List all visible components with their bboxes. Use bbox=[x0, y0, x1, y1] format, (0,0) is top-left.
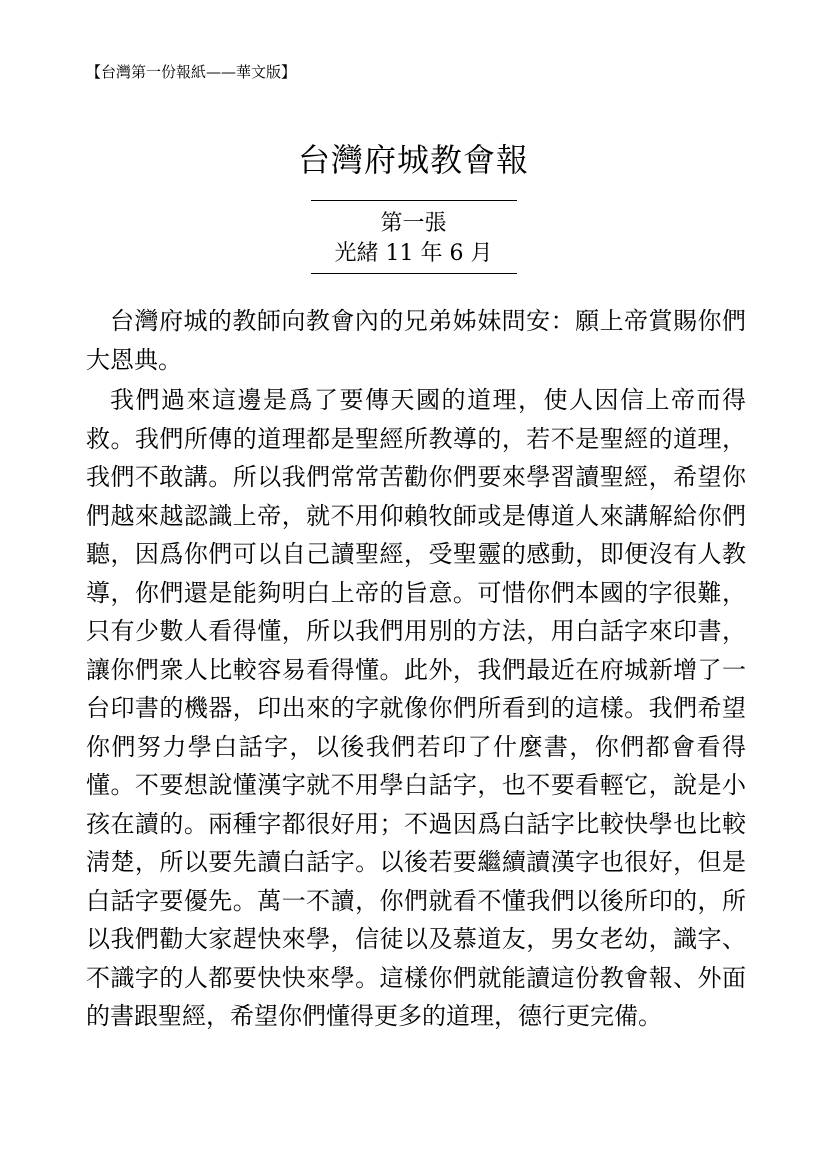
bottom-divider bbox=[311, 273, 517, 274]
masthead bbox=[0, 138, 827, 274]
header-note: 【台灣第一份報紙——華文版】 bbox=[86, 63, 297, 81]
paragraph-main: 我們過來這邊是爲了要傳天國的道理，使人因信上帝而得救。我們所傳的道理都是聖經所教導的，若不是聖經的道理，我們不敢講。所以我們常常苦勸你們要來學習讀聖經，希望你們越來越認識上帝，就不用仰賴牧師或是傳道人來講解給你們聽，因爲你們可以自己讀聖經，受聖靈的感動，即便沒有人教導，你們還是能夠明白上帝的旨意。可惜你們本國的字很難，只有少數人看得懂，所以我們用別的方法，用白話字來印書，讓你們衆人比較容易看得懂。此外，我們最近在府城新增了一台印書的機器，印出來的字就像你們所看到的這樣。我們希望你們努力學白話字，以後我們若印了什麼書，你們都會看得懂。不要想說懂漢字就不用學白話字，也不要看輕它，說是小孩在讀的。兩種字都很好用；不過因爲白話字比較快學也比較淸楚，所以要先讀白話字。以後若要繼續讀漢字也很好，但是白話字要優先。萬一不讀，你們就看不懂我們以後所印的，所以我們勸大家趕快來學，信徒以及慕道友，男女老幼，識字、不識字的人都要快快來學。這樣你們就能讀這份教會報、外面的書跟聖經，希望你們懂得更多的道理，德行更完備。 bbox=[86, 386, 746, 1030]
paragraph-greeting: 台灣府城的教師向教會內的兄弟姊妹問安：願上帝賞賜你們大恩典。 bbox=[86, 307, 746, 374]
newspaper-title: 台灣府城教會報 bbox=[297, 141, 529, 179]
issue-number: 第一張 bbox=[380, 211, 447, 236]
issue-date: 光緒 11 年 6 月 bbox=[334, 241, 493, 266]
top-divider bbox=[311, 200, 517, 201]
article-body bbox=[86, 302, 746, 1038]
